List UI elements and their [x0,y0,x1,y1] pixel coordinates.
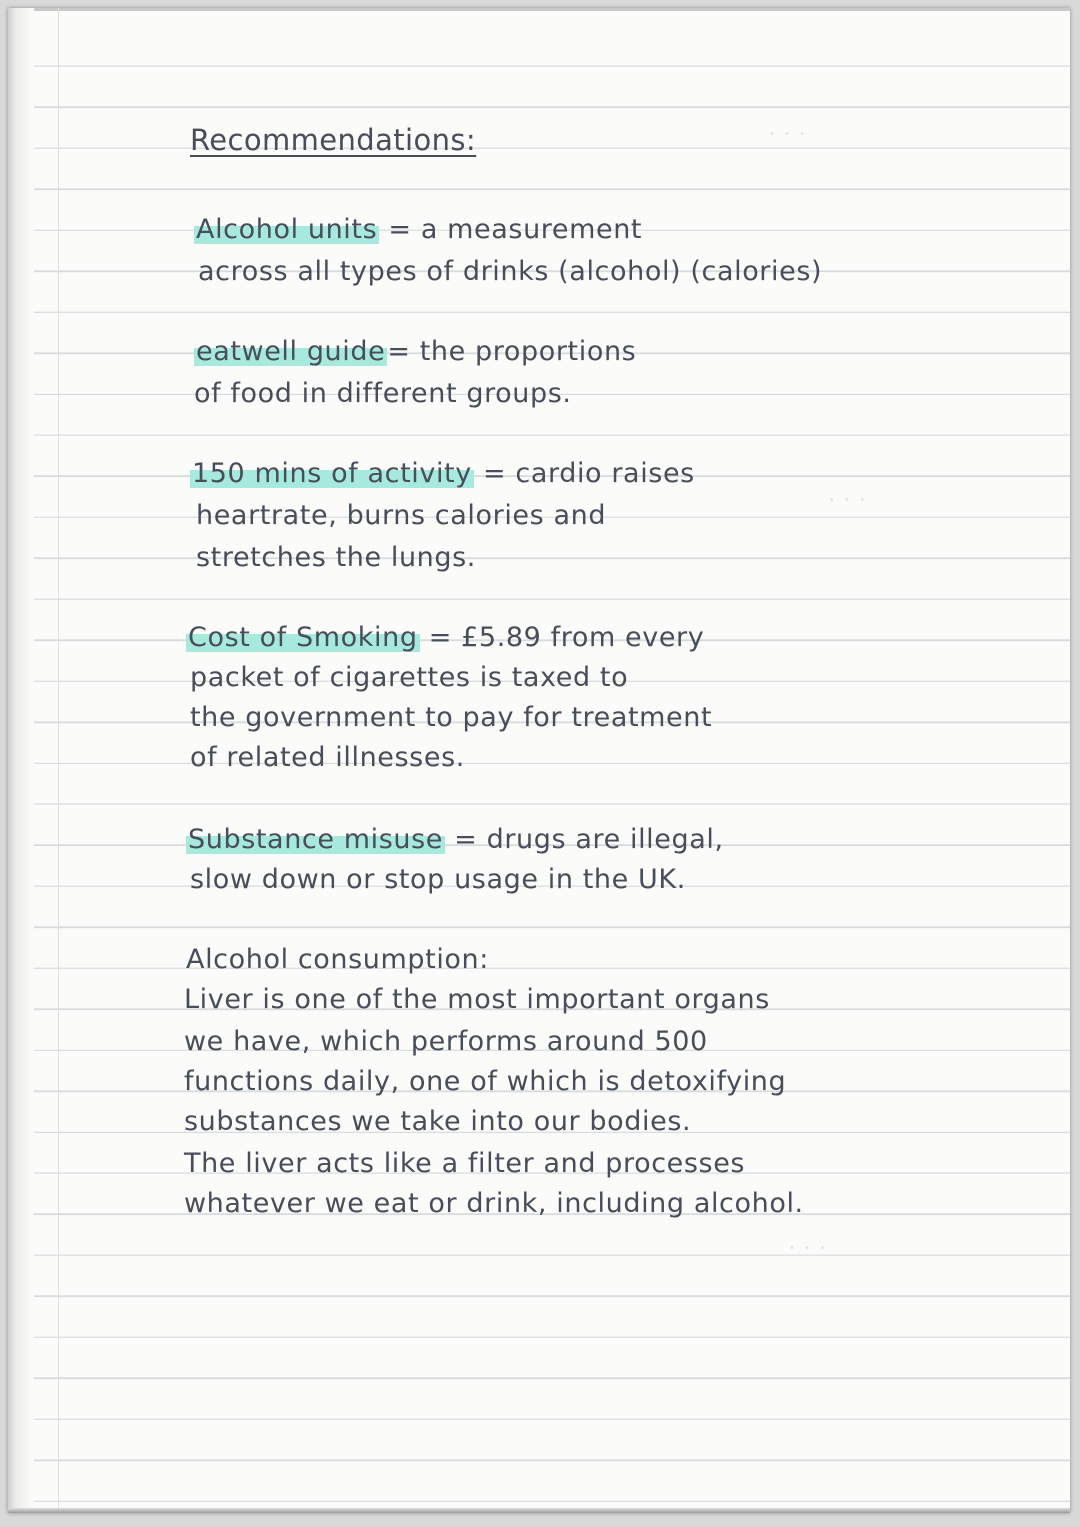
note-line: heartrate, burns calories and [196,500,607,531]
notebook-binding [8,8,34,1513]
definition-text: = the proportions [387,336,637,367]
note-line: across all types of drinks (alcohol) (calories) [198,256,823,287]
note-line [186,826,724,853]
bleed-through-mark: · · · [828,486,867,514]
definition-text: = £5.89 from every [419,622,705,653]
section-heading: Alcohol consumption: [186,944,489,975]
notebook-page [8,8,1070,1513]
note-line: stretches the lungs. [196,542,476,573]
note-line: The liver acts like a filter and processes [184,1148,746,1179]
page-bottom-edge [8,1508,1070,1513]
note-line: whatever we eat or drink, including alcohol. [184,1188,804,1219]
bleed-through-mark: · · · [788,1234,827,1262]
note-line: of food in different groups. [194,378,572,409]
definition-text: = cardio raises [473,458,695,489]
note-line: functions daily, one of which is detoxifying [184,1066,787,1097]
margin-line [58,8,59,1513]
note-line: Liver is one of the most important organs [184,984,770,1015]
highlighted-term: 150 mins of activity [192,458,472,489]
definition-text: = a measurement [379,214,643,245]
note-line: slow down or stop usage in the UK. [190,864,686,895]
highlighted-term: eatwell guide [196,336,386,367]
highlighted-term: Cost of Smoking [188,622,418,653]
definition-text: = drugs are illegal, [445,824,724,855]
highlighted-term: Substance misuse [188,824,443,855]
bleed-through-mark: · · · [768,120,807,148]
note-line: the government to pay for treatment [190,702,713,733]
note-line [190,460,695,487]
page-title: Recommendations: [190,123,477,157]
page-top-edge [8,8,1070,11]
note-line [194,216,642,243]
note-line [194,338,636,365]
note-line [186,624,704,651]
note-line: packet of cigarettes is taxed to [190,662,629,693]
note-line: substances we take into our bodies. [184,1106,692,1137]
note-line: we have, which performs around 500 [184,1026,708,1057]
note-line: of related illnesses. [190,742,465,773]
highlighted-term: Alcohol units [196,214,378,245]
